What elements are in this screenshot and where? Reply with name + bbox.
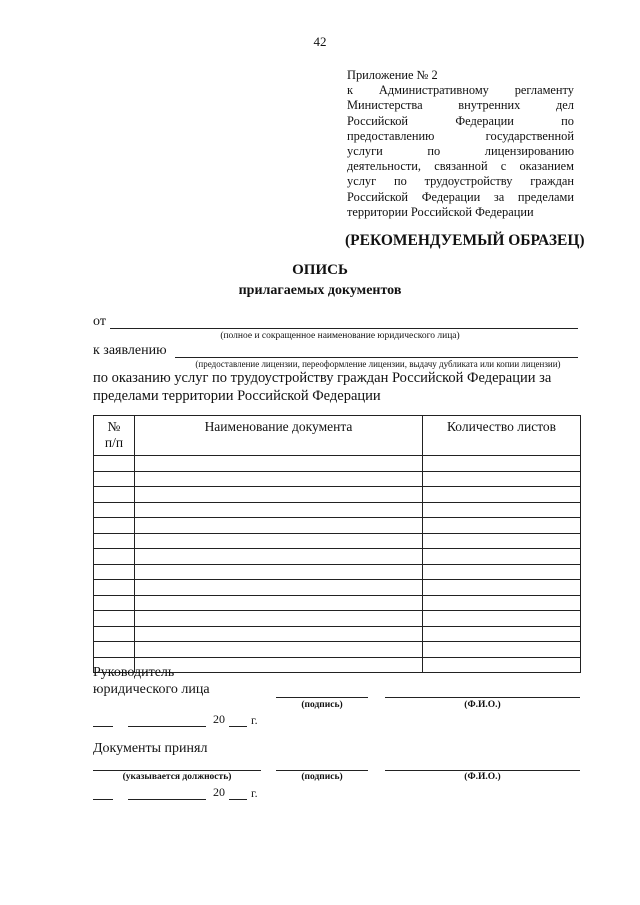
cell-name[interactable] bbox=[135, 595, 423, 611]
cell-name[interactable] bbox=[135, 533, 423, 549]
column-count-header: Количество листов bbox=[423, 416, 581, 456]
head-date-year-line[interactable] bbox=[229, 726, 247, 727]
accepted-fio-hint: (Ф.И.О.) bbox=[464, 772, 501, 782]
cell-count[interactable] bbox=[423, 642, 581, 658]
column-number-header bbox=[94, 416, 135, 456]
head-signature-hint: (подпись) bbox=[301, 700, 343, 710]
cell-name[interactable] bbox=[135, 518, 423, 534]
appendix-line: к Административному регламенту bbox=[347, 83, 574, 98]
cell-name[interactable] bbox=[135, 642, 423, 658]
cell-number[interactable] bbox=[94, 626, 135, 642]
accepted-date-suffix: г. bbox=[251, 786, 258, 800]
cell-number[interactable] bbox=[94, 487, 135, 503]
table-row bbox=[94, 471, 581, 487]
application-label: к заявлению bbox=[93, 343, 167, 358]
cell-count[interactable] bbox=[423, 657, 581, 673]
table-row bbox=[94, 626, 581, 642]
head-signature-line[interactable] bbox=[276, 697, 368, 698]
accepted-date-year-line[interactable] bbox=[229, 799, 247, 800]
table-row bbox=[94, 564, 581, 580]
cell-count[interactable] bbox=[423, 580, 581, 596]
head-date-day-line[interactable] bbox=[93, 726, 113, 727]
cell-count[interactable] bbox=[423, 611, 581, 627]
table-row bbox=[94, 456, 581, 472]
accepted-date-day-line[interactable] bbox=[93, 799, 113, 800]
cell-number[interactable] bbox=[94, 580, 135, 596]
cell-number[interactable] bbox=[94, 549, 135, 565]
from-hint: (полное и сокращенное наименование юридического лица) bbox=[220, 331, 460, 341]
table-row bbox=[94, 642, 581, 658]
cell-number[interactable] bbox=[94, 564, 135, 580]
column-number-label-2: п/п bbox=[104, 435, 124, 450]
table-row bbox=[94, 533, 581, 549]
accepted-position-hint: (указывается должность) bbox=[122, 772, 232, 782]
cell-name[interactable] bbox=[135, 456, 423, 472]
sample-label: (РЕКОМЕНДУЕМЫЙ ОБРАЗЕЦ) bbox=[345, 232, 585, 249]
purpose-line: по оказанию услуг по трудоустройству граждан Российской Федерации за bbox=[93, 370, 552, 386]
head-label: Руководитель bbox=[93, 665, 175, 680]
table-row bbox=[94, 487, 581, 503]
cell-name[interactable] bbox=[135, 502, 423, 518]
appendix-line: услуг по трудоустройству граждан bbox=[347, 174, 574, 189]
column-number-label: № bbox=[107, 419, 121, 434]
purpose-text bbox=[93, 369, 585, 405]
cell-count[interactable] bbox=[423, 518, 581, 534]
table-row bbox=[94, 502, 581, 518]
document-subtitle: прилагаемых документов bbox=[238, 283, 402, 298]
purpose-line: пределами территории Российской Федерации bbox=[93, 388, 381, 404]
cell-count[interactable] bbox=[423, 502, 581, 518]
accepted-signature-hint: (подпись) bbox=[301, 772, 343, 782]
cell-count[interactable] bbox=[423, 456, 581, 472]
accepted-label: Документы принял bbox=[93, 741, 208, 756]
appendix-header bbox=[347, 68, 574, 220]
head-date-suffix: г. bbox=[251, 713, 258, 727]
cell-count[interactable] bbox=[423, 626, 581, 642]
appendix-line: услуги по лицензированию bbox=[347, 144, 574, 159]
accepted-position-line[interactable] bbox=[93, 770, 261, 771]
cell-number[interactable] bbox=[94, 456, 135, 472]
accepted-date-year-prefix: 20 bbox=[213, 785, 225, 799]
accepted-date-month-line[interactable] bbox=[128, 799, 206, 800]
application-hint: (предоставление лицензии, переоформление лицензии, выдачу дубликата или копии лицензии) bbox=[195, 359, 561, 369]
cell-name[interactable] bbox=[135, 626, 423, 642]
appendix-line: Российской Федерации за пределами bbox=[347, 189, 574, 204]
head-fio-hint: (Ф.И.О.) bbox=[464, 700, 501, 710]
cell-count[interactable] bbox=[423, 487, 581, 503]
cell-count[interactable] bbox=[423, 549, 581, 565]
appendix-line: предоставлению государственной bbox=[347, 128, 574, 143]
table-row bbox=[94, 611, 581, 627]
cell-number[interactable] bbox=[94, 595, 135, 611]
table-row bbox=[94, 580, 581, 596]
column-name-header: Наименование документа bbox=[135, 416, 423, 456]
head-date-month-line[interactable] bbox=[128, 726, 206, 727]
cell-name[interactable] bbox=[135, 611, 423, 627]
cell-name[interactable] bbox=[135, 487, 423, 503]
accepted-fio-line[interactable] bbox=[385, 770, 580, 771]
from-label: от bbox=[93, 314, 106, 329]
appendix-line: деятельности, связанной с оказанием bbox=[347, 159, 574, 174]
cell-name[interactable] bbox=[135, 471, 423, 487]
cell-number[interactable] bbox=[94, 611, 135, 627]
head-label-2: юридического лица bbox=[93, 682, 210, 697]
cell-count[interactable] bbox=[423, 533, 581, 549]
cell-count[interactable] bbox=[423, 471, 581, 487]
table-row bbox=[94, 518, 581, 534]
appendix-line: Министерства внутренних дел bbox=[347, 98, 574, 113]
cell-count[interactable] bbox=[423, 595, 581, 611]
application-field-line[interactable] bbox=[175, 357, 578, 358]
cell-name[interactable] bbox=[135, 564, 423, 580]
cell-number[interactable] bbox=[94, 518, 135, 534]
cell-name[interactable] bbox=[135, 549, 423, 565]
documents-table bbox=[93, 415, 581, 673]
document-title: ОПИСЬ bbox=[292, 262, 348, 278]
page-number: 42 bbox=[313, 34, 327, 49]
head-fio-line[interactable] bbox=[385, 697, 580, 698]
cell-number[interactable] bbox=[94, 471, 135, 487]
head-date-year-prefix: 20 bbox=[213, 712, 225, 726]
table-header-row bbox=[94, 416, 581, 456]
cell-number[interactable] bbox=[94, 642, 135, 658]
table-row bbox=[94, 549, 581, 565]
cell-name[interactable] bbox=[135, 657, 423, 673]
cell-number[interactable] bbox=[94, 502, 135, 518]
appendix-line: территории Российской Федерации bbox=[347, 204, 534, 219]
cell-number[interactable] bbox=[94, 533, 135, 549]
appendix-line: Российской Федерации по bbox=[347, 113, 574, 128]
table-row bbox=[94, 595, 581, 611]
from-field-line[interactable] bbox=[110, 328, 578, 329]
appendix-line: Приложение № 2 bbox=[347, 68, 438, 82]
cell-name[interactable] bbox=[135, 580, 423, 596]
cell-count[interactable] bbox=[423, 564, 581, 580]
accepted-signature-line[interactable] bbox=[276, 770, 368, 771]
